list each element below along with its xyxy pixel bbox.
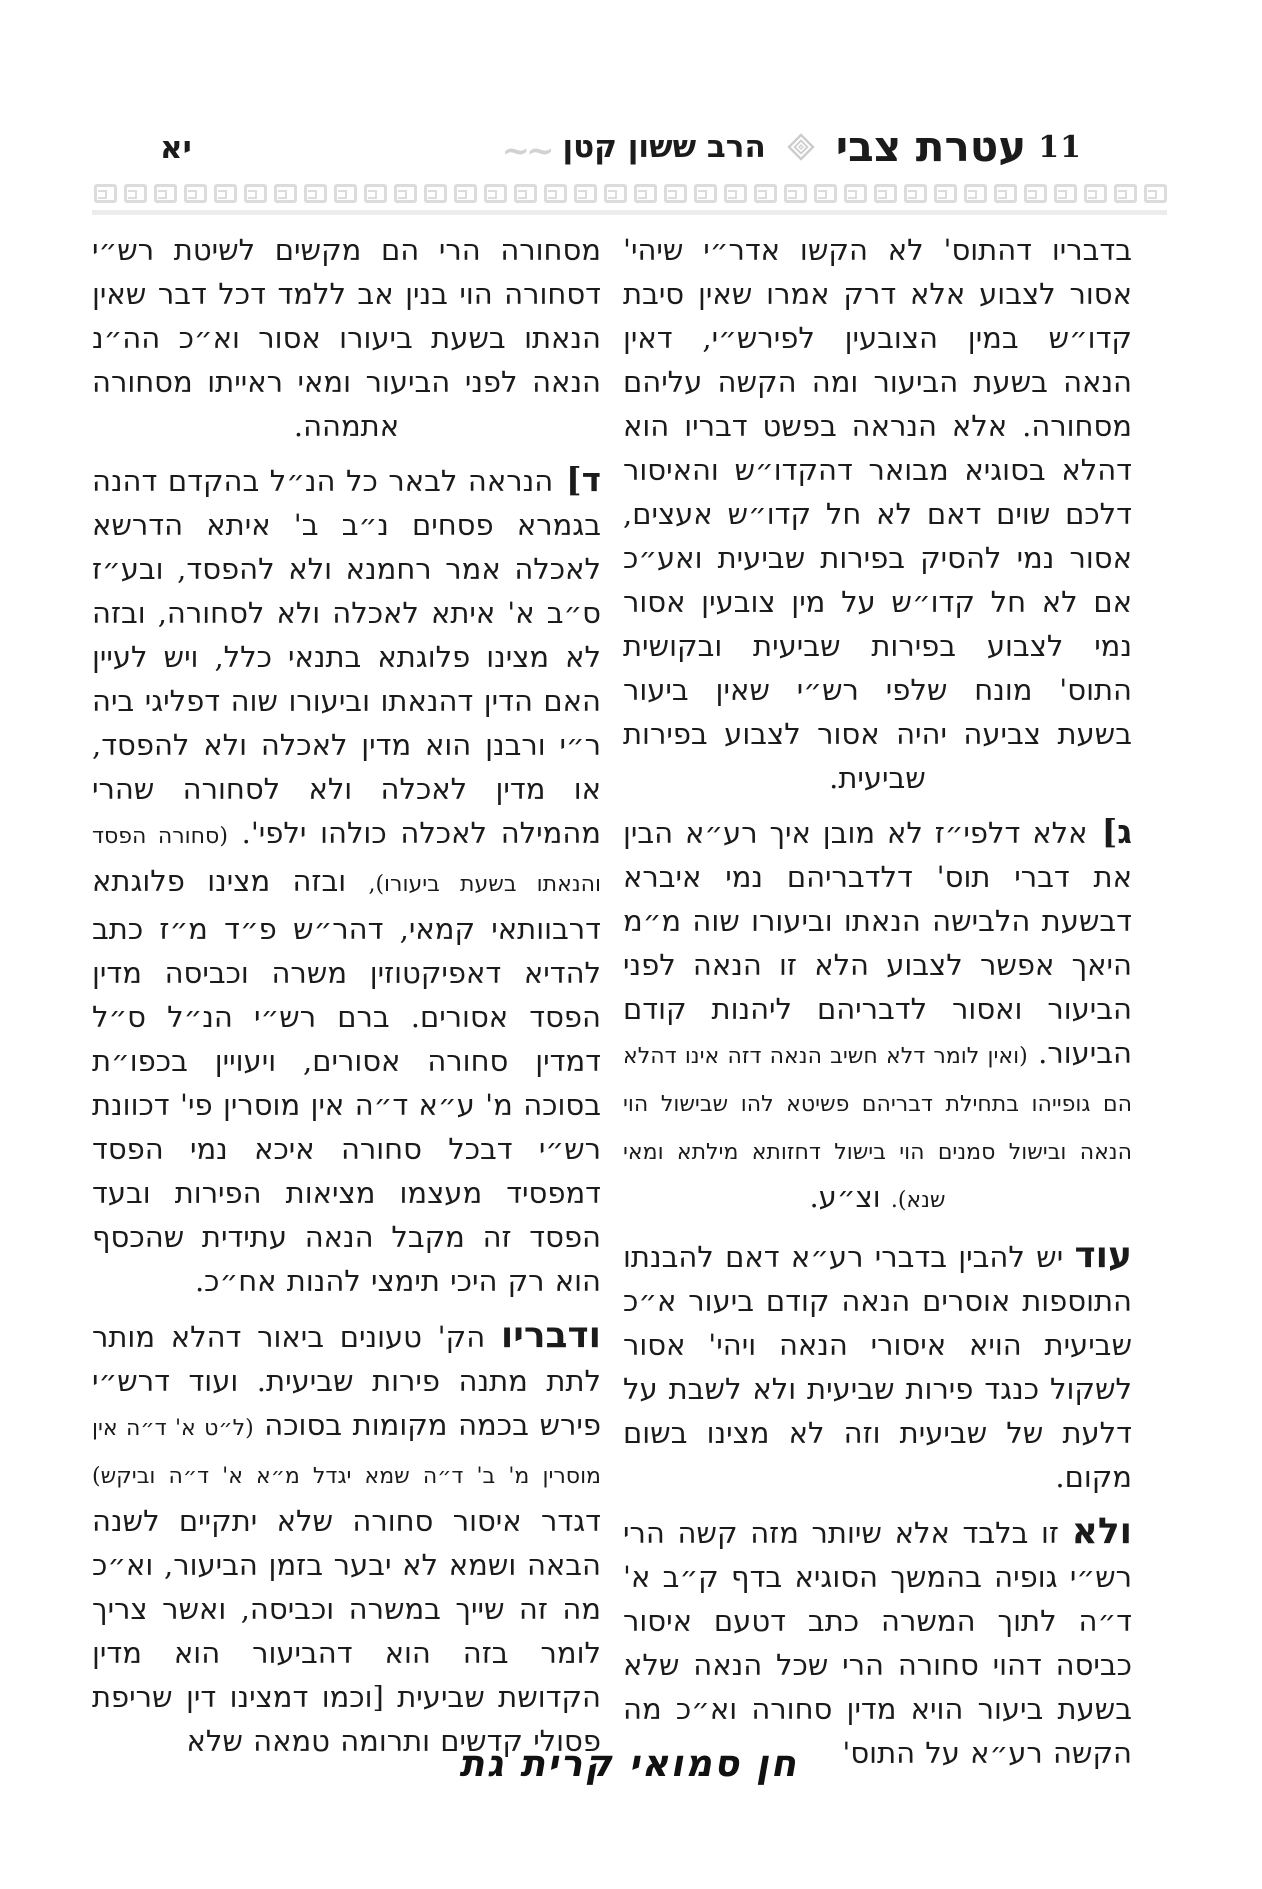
meander-unit: [154, 184, 177, 203]
text-segment-normal: וצ״ע.: [809, 1180, 891, 1214]
text-segment-normal: הק' טעונים ביאור דהלא מותר לתת מתנה פירות שביעית. ועוד דרש״י פירש בכמה מקומות בסוכה: [92, 1320, 601, 1442]
text-segment-normal: דגדר איסור סחורה שלא יתקיים לשנה הבאה ושמא לא יבער בזמן הביעור, וא״כ מה זה שייך במשרה וכביסה, ואשר צריך לומר בזה הוא דהביעור הוא מדין הקדושת שביעית [וכמו דמצינו דין שריפת פסולי קדשים ותרומה טמאה שלא: [92, 1504, 601, 1758]
meander-unit: [364, 184, 387, 203]
meander-unit: [334, 184, 357, 203]
meander-unit: [1144, 184, 1167, 203]
meander-unit: [724, 184, 747, 203]
folio-page-number: יא: [160, 130, 192, 166]
paragraph: [623, 810, 1132, 1223]
issue-number: 11: [1038, 129, 1082, 165]
text-segment-marker: ג]: [1087, 812, 1132, 851]
meander-unit: [994, 184, 1017, 203]
meander-unit: [214, 184, 237, 203]
meander-unit: [304, 184, 327, 203]
text-segment-marker: ד]: [553, 460, 601, 499]
text-segment-normal: הנראה לבאר כל הנ״ל בהקדם דהנה בגמרא פסחים נ״ב ב' איתא הדרשא לאכלה אמר רחמנא ולא להפסד, ובע״ז ס״ב א' איתא לאכלה ולא לסחורה, ובזה לא מצינו פלוגתא בתנאי כלל, ויש לעיין האם הדין דהנאתו וביעורו שוה דפליגי ביה ר״י ורבנן הוא מדין לאכלה ולא להפסד, או מדין לאכלה ולא לסחורה שהרי מהמילה לאכלה כולהו ילפי'.: [92, 464, 601, 850]
text-segment-normal: ובזה מצינו פלוגתא דרבוותאי קמאי, דהר״ש פ״ד מ״ז כתב להדיא דאפיקטוזין משרה וכביסה מדין הפסד אסורים. ברם רש״י הנ״ל ס״ל דמדין סחורה אסורים, ויעויין בכפו״ת בסוכה מ' ע״א ד״ה אין מוסרין פי' דכוונת רש״י דבכל סחורה איכא נמי הפסד דמפסיד מעצמו מציאות הפירות ובעד הפסד זה מקבל הנאה עתידית שהכסף הוא רק היכי תימצי להנות אח״כ.: [92, 864, 601, 1298]
meander-unit: [604, 184, 627, 203]
meander-unit: [694, 184, 717, 203]
meander-unit: [574, 184, 597, 203]
flourish-icon: ~~: [501, 131, 551, 171]
author-name: הרב ששון קטן: [562, 128, 766, 165]
text-segment-normal: מסחורה הרי הם מקשים לשיטת רש״י דסחורה הוי בנין אב ללמד דכל דבר שאין הנאתו בשעת ביעורו אסור וא״כ הה״נ הנאה לפני הביעור ומאי ראייתו מסחורה אתמהה.: [92, 233, 601, 443]
paragraph: [92, 228, 601, 448]
paragraph: [92, 1313, 601, 1763]
book-title: עטרת צבי: [835, 122, 1027, 171]
meander-unit: [124, 184, 147, 203]
meander-unit: [934, 184, 957, 203]
masthead: [501, 122, 1082, 171]
paragraph: [623, 1233, 1132, 1499]
meander-unit: [274, 184, 297, 203]
diamond-icon: [784, 130, 818, 164]
text-segment-lead: ודבריו: [500, 1314, 601, 1356]
text-segment-normal: זו בלבד אלא שיותר מזה קשה הרי רש״י גופיה בהמשך הסוגיא בדף ק״ב א' ד״ה לתוך המשרה כתב דטעם איסור כביסה דהוי סחורה הרי שכל הנאה שלא בשעת ביעור הויא מדין סחורה וא״כ מה הקשה רע״א על התוס': [623, 1516, 1132, 1770]
text-segment-normal: יש להבין בדברי רע״א דאם להבנתו התוספות אוסרים הנאה קודם ביעור א״כ שביעית הויא איסורי הנאה ויהי' אסור לשקול כנגד פירות שביעית ולא לשבת על דלעת של שביעית וזה לא מצינו בשום מקום.: [623, 1240, 1132, 1494]
meander-unit: [784, 184, 807, 203]
meander-unit: [664, 184, 687, 203]
text-columns: [92, 228, 1132, 1785]
meander-unit: [394, 184, 417, 203]
text-segment-normal: בדבריו דהתוס' לא הקשו אדר״י שיהי' אסור לצבוע אלא דרק אמרו שאין סיבת קדו״ש במין הצובעין לפירש״י, דאין הנאה בשעת הביעור ומה הקשה עליהם מסחורה. אלא הנראה בפשט דבריו הוא דהלא בסוגיא מבואר דהקדו״ש והאיסור דלכם שוים דאם לא חל קדו״ש אעצים, אסור נמי להסיק בפירות שביעית ואע״כ אם לא חל קדו״ש על מין צובעין אסור נמי לצבוע בפירות שביעית ובקושית התוס' מונח שלפי רש״י שאין ביעור בשעת צביעה יהיה אסור לצבוע בפירות שביעית.: [623, 233, 1132, 795]
meander-unit: [904, 184, 927, 203]
text-segment-small: (ל״ט א' ד״ה אין מוסרין מ' ב' ד״ה שמא יגדל מ״א א' ד״ה וביקש): [92, 1416, 602, 1489]
meander-unit: [424, 184, 447, 203]
column-right: [623, 228, 1132, 1785]
meander-unit: [1084, 184, 1107, 203]
text-segment-lead: ולא: [1071, 1510, 1132, 1552]
text-segment-small: (סחורה הפסד והנאתו בשעת ביעורו),: [92, 824, 601, 897]
meander-unit: [184, 184, 207, 203]
meander-unit: [514, 184, 537, 203]
meander-unit: [1024, 184, 1047, 203]
text-segment-lead: עוד: [1074, 1234, 1132, 1276]
meander-unit: [964, 184, 987, 203]
text-segment-small: (ואין לומר דלא חשיב הנאה דזה אינו דהלא הם גופייהו בתחילת דבריהם פשיטא להו שבישול הוי הנאה ובישול סמנים הוי בישול דחזותא מילתא ומאי שנא).: [623, 1044, 1132, 1213]
meander-unit: [754, 184, 777, 203]
meander-unit: [844, 184, 867, 203]
paragraph: [623, 228, 1132, 800]
meander-unit: [1054, 184, 1077, 203]
paragraph: [92, 458, 601, 1303]
meander-unit: [634, 184, 657, 203]
meander-unit: [454, 184, 477, 203]
meander-unit: [814, 184, 837, 203]
meander-unit: [1114, 184, 1137, 203]
meander-border: [92, 184, 1167, 215]
meander-unit: [94, 184, 117, 203]
meander-unit: [244, 184, 267, 203]
text-segment-normal: אלא דלפי״ז לא מובן איך רע״א הבין את דברי תוס' דלדבריהם נמי איברא דבשעת הלבישה הנאתו וביעורו שוה מ״מ היאך אפשר לצבוע הלא זו הנאה לפני הביעור ואסור לדבריהם ליהנות קודם הביעור.: [623, 816, 1133, 1070]
meander-unit: [874, 184, 897, 203]
paragraph: [623, 1509, 1132, 1775]
footer-signature: חן סמואי קרית גת: [457, 1742, 805, 1785]
column-left: [92, 228, 601, 1785]
meander-unit: [484, 184, 507, 203]
meander-unit: [544, 184, 567, 203]
